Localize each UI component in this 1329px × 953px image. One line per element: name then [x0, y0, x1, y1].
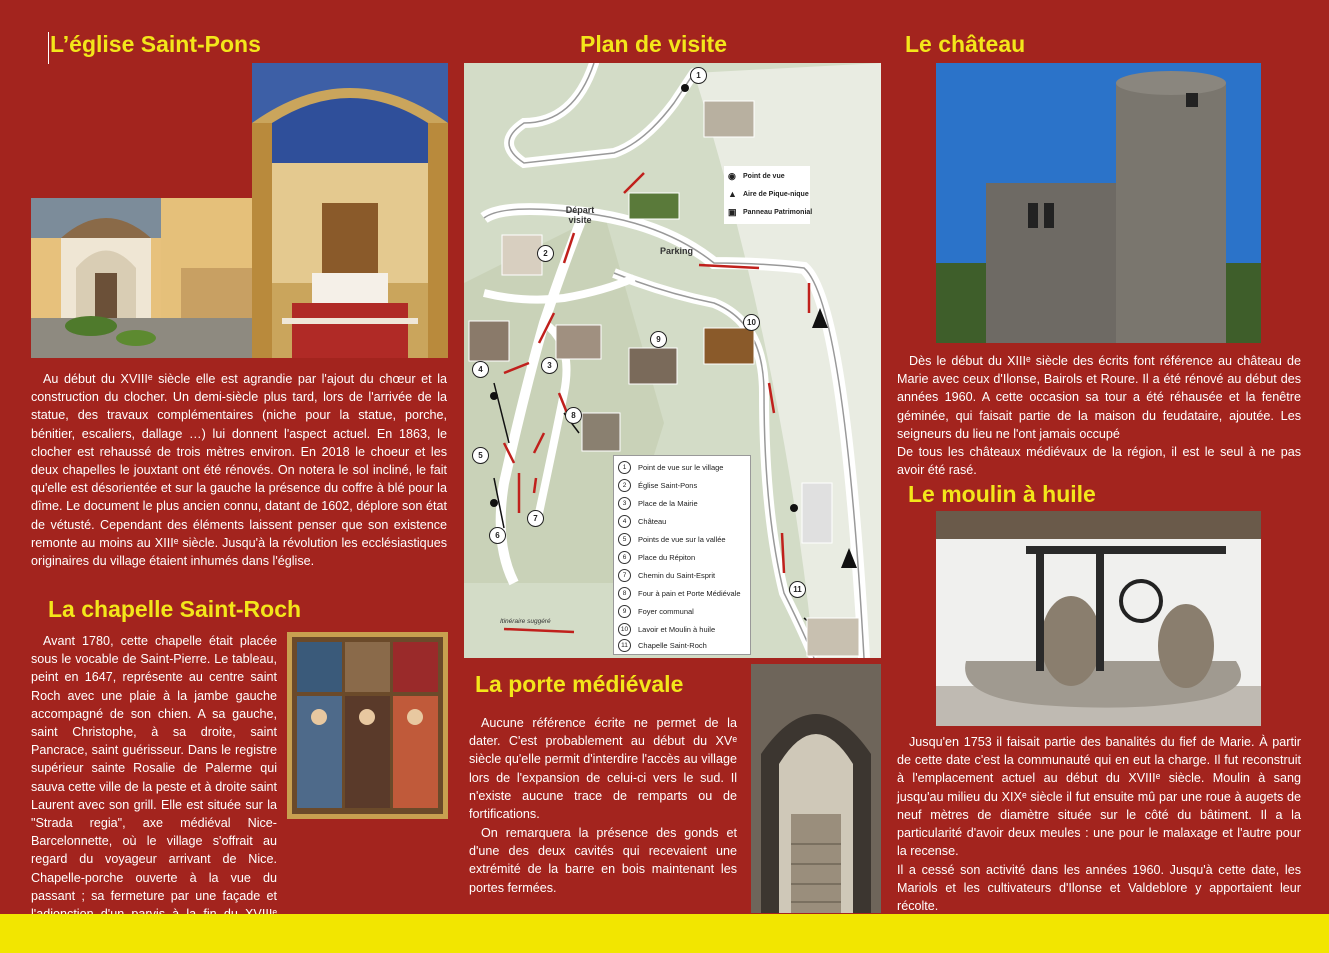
map-key	[724, 166, 813, 224]
legend-item: 6 Place du Répiton	[618, 548, 695, 566]
legend-item: 3 Place de la Mairie	[618, 494, 698, 512]
legend-item: 5 Points de vue sur la vallée	[618, 530, 726, 548]
saint-roch-painting	[287, 632, 448, 819]
moulin-title: Le moulin à huile	[908, 481, 1096, 507]
map-marker-4[interactable]: 4	[472, 361, 489, 378]
porte-paragraph-1: Aucune référence écrite ne permet de la dater. C'est probablement au début du XVᵉ siècle qu'elle permit d'interdire l'accès au village lors de l'expansion de celui-ci vers le sud. Il n'existe aucune trace de remparts ou de fortifications.	[469, 716, 737, 822]
viewpoint-icon: ◉	[728, 171, 736, 181]
legend-item: 1 Point de vue sur le village	[618, 458, 723, 476]
chateau-paragraph-2: De tous les châteaux médiévaux de la région, il est le seul à ne pas avoir été rasé.	[897, 445, 1301, 478]
map-key-row: ▣ Panneau Patrimonial	[728, 207, 813, 217]
map-marker-9[interactable]: 9	[650, 331, 667, 348]
chateau-title: Le château	[905, 31, 1026, 57]
map-key-row: ◉ Point de vue	[728, 171, 785, 181]
eglise-interior-photo	[252, 63, 448, 358]
legend-item: 4 Château	[618, 512, 666, 530]
footer-band	[0, 914, 1329, 953]
map-marker-2[interactable]: 2	[537, 245, 554, 262]
legend-item: 11 Chapelle Saint-Roch	[618, 636, 707, 654]
porte-photo	[751, 664, 881, 913]
map-marker-3[interactable]: 3	[541, 357, 558, 374]
moulin-photo	[936, 511, 1261, 726]
sign-icon: ▣	[728, 207, 737, 217]
eglise-exterior-photo	[31, 198, 258, 358]
legend-item: 8 Four à pain et Porte Médiévale	[618, 584, 741, 602]
moulin-paragraph-2: Il a cessé son activité dans les années 1960. Jusqu'à cette date, les Mariols et les cultivateurs d'Ilonse et Valdeblore y apportaient leur récolte.	[897, 863, 1301, 914]
map-marker-7[interactable]: 7	[527, 510, 544, 527]
eglise-title: L’église Saint-Pons	[50, 31, 261, 57]
porte-title: La porte médiévale	[475, 671, 684, 697]
picnic-icon: ▲	[728, 189, 737, 199]
map-legend	[613, 455, 751, 655]
map-marker-5[interactable]: 5	[472, 447, 489, 464]
map-marker-1[interactable]: 1	[690, 67, 707, 84]
legend-item: 9 Foyer communal	[618, 602, 694, 620]
map-label-parking: Parking	[660, 246, 694, 256]
saint-roch-paragraph-a: Avant 1780, cette chapelle était placée sous le vocable de Saint-Pierre. Le tableau, peint en 1647, représente au centre saint Roch avec une plaie à la jambe gauche accompagné de son chien. A sa gauche, saint Christophe, à sa droite, saint Pancrace, saint guérisseur. Dans le registre supérieur sainte Rosalie de Palerme qui sauva cette ville de la peste et à droite saint Laurent avec son grill. Elle est située sur la "Strada regia", axe médiéval Nice-Barcelonnette, où le village s'offrait au regard du voyageur arrivant de Nice. Chapelle-porche ouverte à la vue du passant ; sa fermeture par une façade et	[31, 634, 277, 903]
porte-paragraph-2: On remarquera la présence des gonds et d'une des deux cavités qui recevaient une extrémité de la barre en bois maintenant les portes fermées.	[469, 826, 737, 895]
map-marker-6[interactable]: 6	[489, 527, 506, 544]
moulin-paragraph: Jusqu'en 1753 il faisait partie des banalités du fief de Marie. À partir de cette date c'est la communauté qui en eut la charge. Il fut reconstruit à l'emplacement actuel au début du XVIIIᵉ siècle. Moulin à sang jusqu'au milieu du XIXᵉ siècle il fut ensuite mû par une roue à augets de neuf mètres de diamètre située sur le côté du bâtiment. Il a la particularité d'avoir deux meules : une pour le malaxage et l'autre pour la recense.	[897, 735, 1301, 859]
legend-item: 7 Chemin du Saint-Esprit	[618, 566, 715, 584]
saint-roch-title: La chapelle Saint-Roch	[48, 596, 302, 622]
map-marker-11[interactable]: 11	[789, 581, 806, 598]
chateau-paragraph: Dès le début du XIIIᵉ siècle des écrits font référence au château de Marie avec ceux d'Ilonse, Bairols et Roure. Il a été rénové au début des années 1960. A cette occasion sa tour a été réhausée et la fenêtre géminée, qui faisait partie de la maison du feudataire, ajoutée. Les seigneurs du lieu ne l'ont jamais occupé	[897, 354, 1301, 441]
map-marker-8[interactable]: 8	[565, 407, 582, 424]
eglise-paragraph: Au début du XVIIIᵉ siècle elle est agrandie par l'ajout du chœur et la construction du clocher. Un demi-siècle plus tard, lors de l'arrivée de la statue, des travaux complémentaires (niche pour la statue, porche, bénitier, escaliers, dallage …) lui donnent l'aspect actuel. En 1863, le clocher est rehaussé de trois mètres environ. En 2018 le choeur et les deux chapelles le jouxtant ont été rénovés. On notera le sol incliné, le fait qu'elle est désorientée et sur la gauche la présence du coffre à blé pour la dîme. Le document le plus ancien connu, datant de 1602, déplore son état de vétusté. Cependant des éléments laissent penser que son existence remonte au moins au XIIIᵉ siècle. Jusqu'à la révolution les ecclésiastiques originaires du village étaient inhumés dans l'église.	[31, 372, 447, 569]
map-marker-10[interactable]: 10	[743, 314, 760, 331]
legend-item: 10 Lavoir et Moulin à huile	[618, 620, 715, 638]
map-key-row: ▲ Aire de Pique-nique	[728, 189, 809, 199]
plan-title: Plan de visite	[580, 31, 728, 57]
map-label-depart: Départ visite	[565, 205, 595, 225]
legend-item: 2 Église Saint-Pons	[618, 476, 697, 494]
map-label-suggested: Itinéraire suggéré	[500, 618, 551, 625]
text-cursor	[48, 32, 49, 64]
chateau-photo	[936, 63, 1261, 343]
